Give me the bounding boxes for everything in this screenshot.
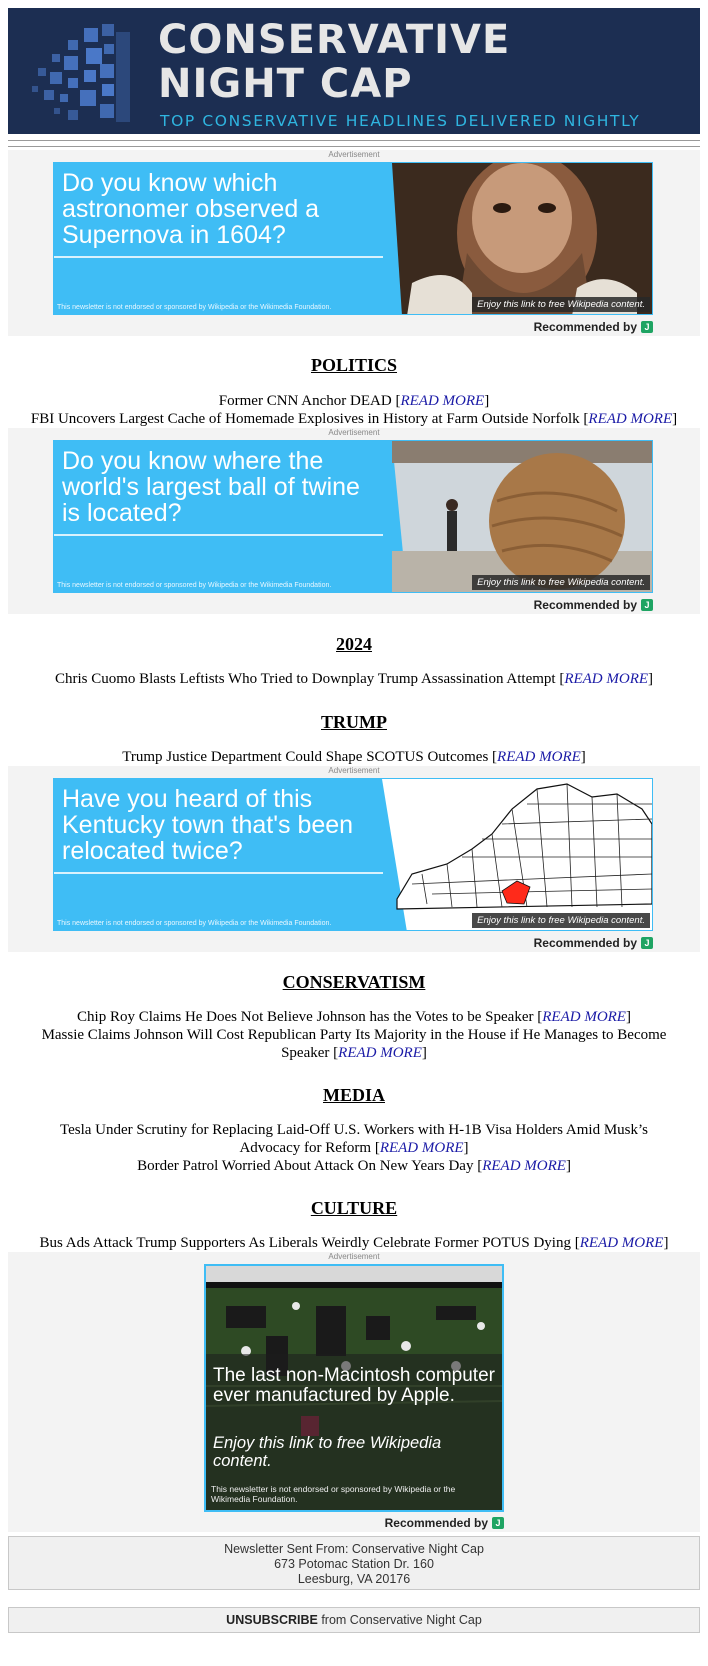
masthead-title-line2: NIGHT CAP (158, 61, 413, 107)
headline: Chris Cuomo Blasts Leftists Who Tried to Downplay Trump Assassination Attempt [READ MORE] (54, 671, 654, 687)
ad-enjoy-caption: Enjoy this link to free Wikipedia content. (472, 297, 650, 312)
ad-question: Do you know where the world's largest ball of twine is located? (62, 447, 360, 527)
recommended-label: Recommended by (533, 320, 637, 334)
headline-text: Former CNN Anchor DEAD (218, 393, 392, 409)
section-heading-media: MEDIA (323, 1085, 385, 1105)
ad-question: Have you heard of this Kentucky town that's been relocated twice? (62, 785, 354, 865)
ad-disclaimer: This newsletter is not endorsed or sponsored by Wikipedia or the Wikimedia Foundation. (57, 920, 332, 927)
read-more-link[interactable]: READ MORE (588, 411, 673, 427)
divider (8, 140, 700, 141)
headline: FBI Uncovers Largest Cache of Homemade Explosives in History at Farm Outside Norfolk [READ MORE] (30, 411, 678, 427)
ad-label: Advertisement (328, 150, 380, 159)
footer-sent-from: Newsletter Sent From: Conservative Night Cap (224, 1542, 484, 1556)
headline: Massie Claims Johnson Will Cost Republican Party Its Majority in the House if He Manages to Become Speaker [READ MORE] (41, 1027, 667, 1061)
unsubscribe-link[interactable]: UNSUBSCRIBE (226, 1613, 318, 1627)
read-more-link[interactable]: READ MORE (338, 1045, 422, 1061)
ad-card-link[interactable] (53, 162, 653, 315)
headline: Border Patrol Worried About Attack On New Years Day [READ MORE] (137, 1158, 571, 1174)
unsubscribe-suffix: from Conservative Night Cap (317, 1613, 482, 1627)
ad-question: The last non-Macintosh computer ever manufactured by Apple. (213, 1365, 495, 1406)
ad-label: Advertisement (328, 428, 380, 437)
recommender-logo-icon: J (641, 321, 653, 333)
unsubscribe-bar (8, 1607, 700, 1633)
ad-underline (54, 534, 383, 536)
recommender-logo-icon: J (641, 937, 653, 949)
recommended-by[interactable] (385, 1516, 504, 1530)
headline: Former CNN Anchor DEAD [READ MORE] (218, 393, 490, 409)
read-more-link[interactable]: READ MORE (564, 671, 649, 687)
recommended-label: Recommended by (384, 1516, 488, 1530)
recommender-logo-icon: J (641, 599, 653, 611)
twine-ball-image (352, 441, 652, 593)
masthead-tagline: TOP CONSERVATIVE HEADLINES DELIVERED NIGHTLY (160, 112, 641, 130)
section-heading-2024: 2024 (336, 634, 372, 654)
section-heading-conservatism: CONSERVATISM (282, 972, 426, 992)
recommended-label: Recommended by (533, 598, 637, 612)
ad-enjoy-caption: Enjoy this link to free Wikipedia content. (472, 913, 650, 928)
headline-text: Chris Cuomo Blasts Leftists Who Tried to Downplay Trump Assassination Attempt (54, 671, 556, 687)
headline-text: Chip Roy Claims He Does Not Believe Johnson has the Votes to be Speaker (77, 1009, 534, 1025)
recommended-by[interactable] (534, 598, 653, 612)
ad-disclaimer: This newsletter is not endorsed or sponsored by Wikipedia or the Wikimedia Foundation. (211, 1484, 456, 1504)
read-more-link[interactable]: READ MORE (400, 393, 485, 409)
headline: Trump Justice Department Could Shape SCOTUS Outcomes [READ MORE] (122, 749, 586, 765)
read-more-link[interactable]: READ MORE (497, 749, 581, 765)
ad-enjoy-caption: Enjoy this link to free Wikipedia content. (472, 575, 650, 590)
recommended-label: Recommended by (533, 936, 637, 950)
ad-block-kentucky (8, 766, 700, 952)
headline-text: Tesla Under Scrutiny for Replacing Laid-Off U.S. Workers with H-1B Visa Holders Amid Musk’s Advocacy for Reform (59, 1122, 649, 1156)
pixel-logo-icon (24, 20, 132, 128)
ad-label: Advertisement (328, 1252, 380, 1261)
read-more-link[interactable]: READ MORE (579, 1235, 664, 1251)
masthead-banner[interactable] (8, 8, 700, 134)
headline: Bus Ads Attack Trump Supporters As Liberals Weirdly Celebrate Former POTUS Dying [READ MORE] (39, 1235, 669, 1251)
read-more-link[interactable]: READ MORE (482, 1158, 566, 1174)
headline: Chip Roy Claims He Does Not Believe Johnson has the Votes to be Speaker [READ MORE] (77, 1009, 631, 1025)
headline-text: FBI Uncovers Largest Cache of Homemade Explosives in History at Farm Outside Norfolk (30, 411, 580, 427)
kentucky-map-image (352, 779, 652, 931)
ad-card-link[interactable] (53, 440, 653, 593)
read-more-link[interactable]: READ MORE (542, 1009, 626, 1025)
footer-address-line1: 673 Potomac Station Dr. 160 (274, 1557, 434, 1571)
recommender-logo-icon: J (492, 1517, 504, 1529)
ad-block-apple (8, 1252, 700, 1532)
astronomer-portrait-image (352, 163, 652, 315)
headline-text: Bus Ads Attack Trump Supporters As Liberals Weirdly Celebrate Former POTUS Dying (39, 1235, 571, 1251)
read-more-link[interactable]: READ MORE (379, 1140, 464, 1156)
section-heading-politics: POLITICS (310, 355, 398, 375)
ad-block-twine (8, 428, 700, 614)
section-heading-culture: CULTURE (310, 1198, 398, 1218)
ad-card-link[interactable] (204, 1264, 504, 1512)
ad-underline (54, 256, 383, 258)
ad-question: Do you know which astronomer observed a Supernova in 1604? (62, 169, 320, 249)
section-heading-trump: TRUMP (321, 712, 387, 732)
ad-card-link[interactable] (53, 778, 653, 931)
headline-text: Border Patrol Worried About Attack On New Years Day (137, 1158, 474, 1174)
recommended-by[interactable] (534, 936, 653, 950)
headline: Tesla Under Scrutiny for Replacing Laid-Off U.S. Workers with H-1B Visa Holders Amid Musk’s Advocacy for Reform [READ MORE] (59, 1122, 649, 1156)
masthead-title-line1: CONSERVATIVE (158, 17, 511, 63)
headline-text: Massie Claims Johnson Will Cost Republican Party Its Majority in the House if He Manages to Become Speaker (41, 1027, 667, 1061)
ad-label: Advertisement (328, 766, 380, 775)
headline-text: Trump Justice Department Could Shape SCOTUS Outcomes (122, 749, 489, 765)
ad-disclaimer: This newsletter is not endorsed or sponsored by Wikipedia or the Wikimedia Foundation. (57, 304, 332, 311)
footer-address (8, 1536, 700, 1590)
recommended-by[interactable] (534, 320, 653, 334)
divider (8, 146, 700, 147)
ad-enjoy-caption: Enjoy this link to free Wikipedia content. (213, 1434, 442, 1470)
masthead-title (158, 18, 510, 106)
ad-underline (54, 872, 383, 874)
ad-block-astronomer (8, 150, 700, 336)
footer-address-line2: Leesburg, VA 20176 (297, 1572, 411, 1586)
ad-disclaimer: This newsletter is not endorsed or sponsored by Wikipedia or the Wikimedia Foundation. (57, 582, 332, 589)
